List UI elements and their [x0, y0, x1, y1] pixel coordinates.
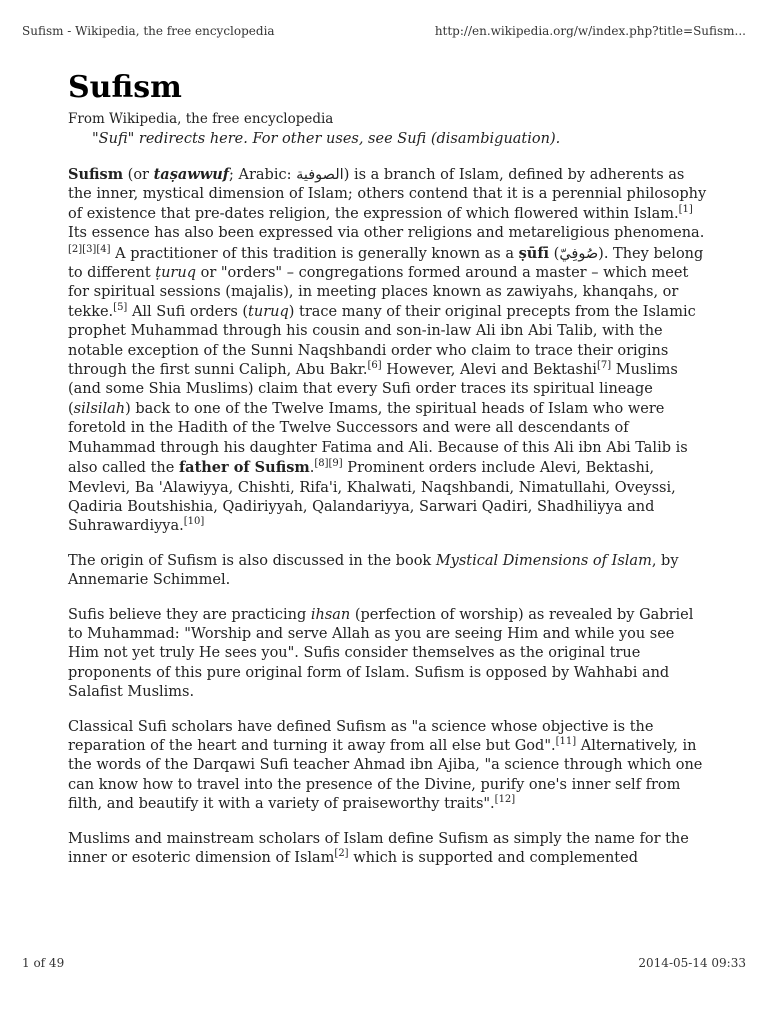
- text-run: .: [309, 460, 315, 477]
- text-run: ) trace many of their original precepts from the Islamic prophet Muhammad through his cousin and son-in-law Ali ibn Abi Talib, with the notable exception of the Sunni Naqshbandi order who claim to trace their origins through the first sunni Caliph, Abu Bakr.: [68, 303, 696, 379]
- italic-term: turuq: [248, 303, 289, 320]
- print-header-title: Sufism - Wikipedia, the free encyclopedia: [22, 24, 275, 38]
- paragraph-classical: [68, 718, 708, 815]
- text-run: A practitioner of this tradition is generally known as a: [110, 245, 519, 262]
- page-number: 1 of 49: [22, 956, 65, 970]
- text-run: , by Annemarie Schimmel.: [68, 552, 679, 589]
- citation-link[interactable]: [2]: [334, 848, 349, 860]
- citation-link[interactable]: [11]: [555, 736, 577, 748]
- hatnote: "Sufi" redirects here. For other uses, see Sufi (disambiguation).: [92, 131, 561, 147]
- bold-term: father of Sufism: [178, 459, 310, 477]
- text-run: ) is a branch of Islam, defined by adherents as the inner, mystical dimension of Islam; others contend that it is a perennial philosophy of existence that pre-dates religion, the expression of which flowered within Islam.: [68, 167, 707, 222]
- paragraph-origin: [68, 552, 708, 591]
- citation-link[interactable]: [1]: [678, 203, 693, 215]
- bold-term: Sufism: [68, 166, 124, 183]
- text-run: Prominent orders include Alevi, Bektashi, Mevlevi, Ba 'Alawiyya, Chishti, Rifa'i, Khalwati, Naqshbandi, Nimatullahi, Oveyssi, Qadiria Boutshishia, Qadiriyyah, Qalandariyya, Sarwari Qadiri, Shadhiliyya and Suhrawardiyya.: [68, 460, 676, 535]
- paragraph-intro: [68, 165, 708, 537]
- page-title: Sufism: [68, 70, 182, 105]
- italic-term: ihsan: [310, 606, 351, 623]
- citation-link[interactable]: [5]: [113, 302, 128, 314]
- bold-term: ṣūfī: [518, 244, 550, 262]
- italic-term: silsilah: [73, 400, 126, 417]
- text-run: or "orders" – congregations formed around a master – which meet for spiritual sessions (majalis), in meeting places known as zawiyahs, khanqahs, or tekke.: [68, 265, 689, 320]
- text-run: Sufis believe they are practicing: [68, 606, 311, 623]
- text-run: ; Arabic:: [229, 167, 297, 183]
- citation-link[interactable]: [2][3][4]: [68, 243, 111, 255]
- text-run: Muslims and mainstream scholars of Islam define Sufism as simply the name for the inner or esoteric dimension of Islam: [68, 830, 689, 866]
- text-run: Muslims (and some Shia Muslims) claim that every Sufi order traces its spiritual lineage (: [68, 362, 678, 417]
- text-run: Alternatively, in the words of the Darqawi Sufi teacher Ahmad ibn Ajiba, "a science through which one can know how to travel into the presence of the Divine, purify one's inner self from filth, and beautify it with a variety of praiseworthy traits".: [68, 737, 703, 813]
- arabic-text: صُوفِيّ: [559, 245, 599, 262]
- text-run: All Sufi orders (: [127, 303, 249, 320]
- text-run: The origin of Sufism is also discussed in the book: [68, 552, 436, 569]
- site-tagline: From Wikipedia, the free encyclopedia: [68, 111, 334, 127]
- text-run: ). They belong to different: [68, 245, 704, 282]
- text-run: (perfection of worship) as revealed by Gabriel to Muhammad: "Worship and serve Allah as you are seeing Him and while you see Him not yet truly He sees you". Sufis consider themselves as the original true proponents of this pure original form of Islam. Sufism is opposed by Wahhabi and Salafist Muslims.: [68, 606, 694, 701]
- text-run: (or: [123, 167, 154, 183]
- print-header-url: http://en.wikipedia.org/w/index.php?title=Sufism...: [434, 24, 746, 38]
- paragraph-mainstream: [68, 830, 708, 869]
- text-run: However, Alevi and Bektashi: [381, 362, 597, 379]
- italic-term: ṭuruq: [155, 265, 196, 282]
- arabic-text: الصوفية: [296, 167, 344, 183]
- print-datetime: 2014-05-14 09:33: [638, 956, 746, 970]
- text-run: Classical Sufi scholars have defined Sufism as "a science whose objective is the reparation of the heart and turning it away from all else but God".: [68, 718, 654, 754]
- text-run: which is supported and complemented: [348, 850, 638, 866]
- text-run: (: [549, 245, 560, 262]
- bold-term: taṣawwuf: [153, 166, 230, 183]
- text-run: Its essence has also been expressed via other religions and metareligious phenomena.: [68, 225, 705, 242]
- citation-link[interactable]: [6]: [367, 360, 382, 372]
- citation-link[interactable]: [7]: [596, 360, 612, 372]
- book-title: Mystical Dimensions of Islam: [435, 552, 652, 569]
- article-body: [68, 66, 708, 883]
- text-run: ) back to one of the Twelve Imams, the spiritual heads of Islam who were foretold in the Hadith of the Twelve Successors and were all descendants of Muhammad through his daughter Fatima and Ali. Because of this Ali ibn Abi Talib is also called the: [68, 400, 688, 477]
- citation-link[interactable]: [10]: [183, 516, 205, 528]
- citation-link[interactable]: [8][9]: [314, 458, 343, 470]
- citation-link[interactable]: [12]: [494, 794, 516, 806]
- paragraph-ihsan: [68, 606, 708, 703]
